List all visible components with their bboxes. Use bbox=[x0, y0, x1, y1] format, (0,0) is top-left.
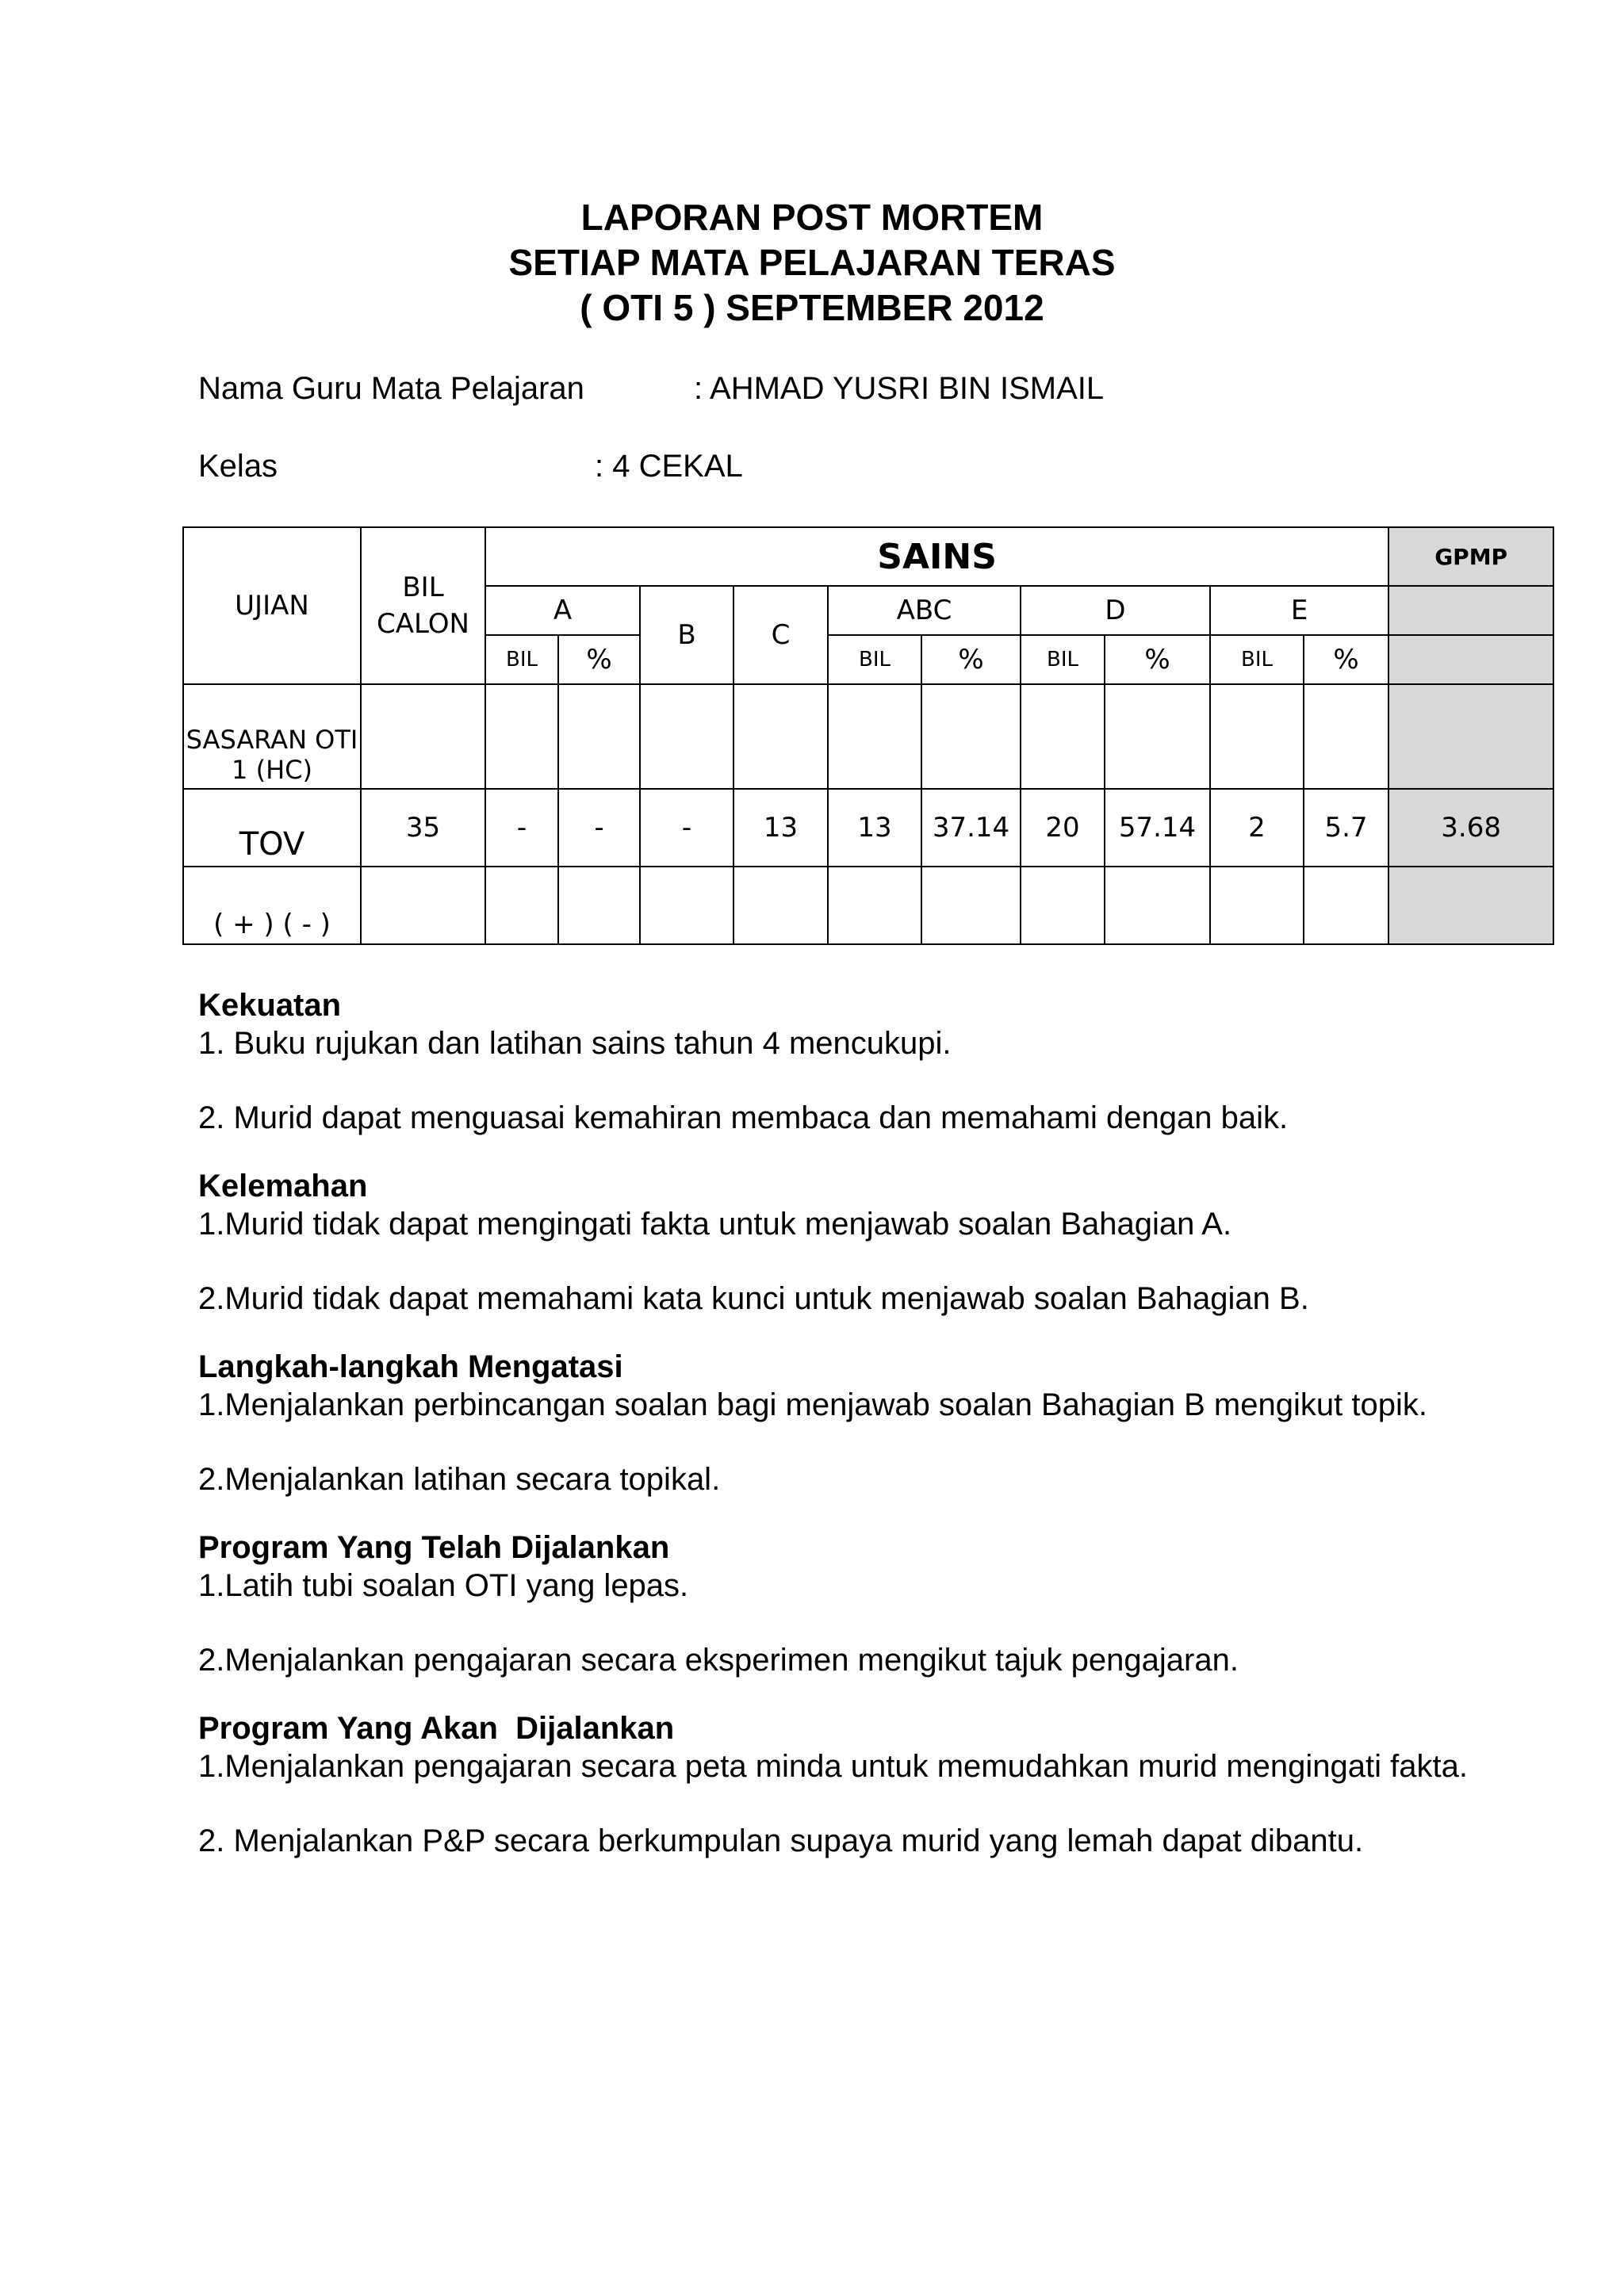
table-row-diff bbox=[183, 867, 1553, 944]
tov-d-bil: 20 bbox=[1021, 789, 1105, 867]
tov-abc-pct: 37.14 bbox=[921, 789, 1021, 867]
header-e-bil: BIL bbox=[1210, 635, 1304, 684]
cell bbox=[733, 684, 828, 789]
section-heading: Program Yang Telah Dijalankan bbox=[198, 1530, 670, 1565]
header-grade-b: B bbox=[640, 586, 733, 684]
cell-gpmp bbox=[1388, 867, 1553, 944]
cell bbox=[1210, 684, 1304, 789]
section-item: 1.Menjalankan perbincangan soalan bagi menjawab soalan Bahagian B mengikut topik. bbox=[198, 1387, 1427, 1422]
teacher-value: : AHMAD YUSRI BIN ISMAIL bbox=[694, 371, 1105, 406]
section-heading: Kelemahan bbox=[198, 1169, 368, 1203]
tov-d-pct: 57.14 bbox=[1105, 789, 1210, 867]
section-program-telah bbox=[198, 1529, 1586, 1679]
header-gpmp-blank bbox=[1388, 586, 1553, 635]
section-item: 2. Murid dapat menguasai kemahiran membaca dan memahami dengan baik. bbox=[198, 1100, 1289, 1135]
cell bbox=[1210, 867, 1304, 944]
tov-a-pct: - bbox=[558, 789, 640, 867]
header-d-bil: BIL bbox=[1021, 635, 1105, 684]
section-heading: Langkah-langkah Mengatasi bbox=[198, 1349, 623, 1384]
section-heading: Program Yang Akan Dijalankan bbox=[198, 1711, 675, 1746]
title-line-1: LAPORAN POST MORTEM bbox=[580, 197, 1044, 238]
cell bbox=[1304, 867, 1388, 944]
header-a-pct: % bbox=[558, 635, 640, 684]
cell bbox=[361, 684, 485, 789]
section-program-akan bbox=[198, 1709, 1586, 1860]
cell bbox=[1021, 867, 1105, 944]
cell bbox=[1105, 867, 1210, 944]
section-heading: Kekuatan bbox=[198, 988, 342, 1023]
table-row-sasaran bbox=[183, 684, 1553, 789]
row-label-diff: ( + ) ( - ) bbox=[183, 867, 361, 944]
header-gpmp-blank-2 bbox=[1388, 635, 1553, 684]
row-label-tov: TOV bbox=[183, 789, 361, 867]
header-e-pct: % bbox=[1304, 635, 1388, 684]
section-item: 1. Buku rujukan dan latihan sains tahun 4 mencukupi. bbox=[198, 1026, 952, 1061]
row-label-sasaran: SASARAN OTI 1 (HC) bbox=[183, 684, 361, 789]
results-table bbox=[182, 526, 1554, 945]
section-langkah bbox=[198, 1348, 1586, 1498]
class-label: Kelas bbox=[198, 449, 278, 484]
section-kekuatan bbox=[198, 986, 1586, 1137]
cell bbox=[921, 684, 1021, 789]
report-title bbox=[0, 195, 1624, 331]
tov-bil-calon: 35 bbox=[361, 789, 485, 867]
cell bbox=[1105, 684, 1210, 789]
cell bbox=[558, 684, 640, 789]
cell bbox=[1021, 684, 1105, 789]
section-item: 2.Menjalankan pengajaran secara eksperimen mengikut tajuk pengajaran. bbox=[198, 1643, 1239, 1678]
cell-gpmp bbox=[1388, 684, 1553, 789]
cell bbox=[921, 867, 1021, 944]
cell bbox=[640, 867, 733, 944]
header-a-bil: BIL bbox=[485, 635, 558, 684]
header-grade-d: D bbox=[1021, 586, 1210, 635]
header-bil-calon: BIL CALON bbox=[361, 527, 485, 684]
tov-e-pct: 5.7 bbox=[1304, 789, 1388, 867]
header-abc-pct: % bbox=[921, 635, 1021, 684]
cell bbox=[485, 684, 558, 789]
header-gpmp: GPMP bbox=[1388, 527, 1553, 586]
teacher-label: Nama Guru Mata Pelajaran bbox=[198, 371, 584, 406]
cell bbox=[828, 684, 921, 789]
section-item: 1.Menjalankan pengajaran secara peta minda untuk memudahkan murid mengingati fakta. bbox=[198, 1749, 1468, 1784]
cell bbox=[361, 867, 485, 944]
header-grade-a: A bbox=[485, 586, 640, 635]
cell bbox=[558, 867, 640, 944]
section-item: 1.Murid tidak dapat mengingati fakta untuk menjawab soalan Bahagian A. bbox=[198, 1207, 1232, 1242]
class-value: : 4 CEKAL bbox=[595, 449, 743, 484]
tov-gpmp: 3.68 bbox=[1388, 789, 1553, 867]
header-d-pct: % bbox=[1105, 635, 1210, 684]
header-ujian: UJIAN bbox=[183, 527, 361, 684]
title-line-3: ( OTI 5 ) SEPTEMBER 2012 bbox=[580, 287, 1044, 328]
header-grade-abc: ABC bbox=[828, 586, 1021, 635]
section-item: 2.Menjalankan latihan secara topikal. bbox=[198, 1462, 721, 1497]
cell bbox=[828, 867, 921, 944]
header-subject: SAINS bbox=[485, 527, 1388, 586]
tov-a-bil: - bbox=[485, 789, 558, 867]
tov-c: 13 bbox=[733, 789, 828, 867]
header-grade-e: E bbox=[1210, 586, 1388, 635]
section-item: 2.Murid tidak dapat memahami kata kunci untuk menjawab soalan Bahagian B. bbox=[198, 1281, 1309, 1316]
header-abc-bil: BIL bbox=[828, 635, 921, 684]
section-item: 2. Menjalankan P&P secara berkumpulan supaya murid yang lemah dapat dibantu. bbox=[198, 1823, 1364, 1858]
section-kelemahan bbox=[198, 1167, 1586, 1318]
header-grade-c: C bbox=[733, 586, 828, 684]
cell bbox=[640, 684, 733, 789]
section-item: 1.Latih tubi soalan OTI yang lepas. bbox=[198, 1568, 689, 1603]
tov-b: - bbox=[640, 789, 733, 867]
table-row-tov bbox=[183, 789, 1553, 867]
cell bbox=[733, 867, 828, 944]
cell bbox=[1304, 684, 1388, 789]
report-sections bbox=[198, 986, 1586, 1890]
title-line-2: SETIAP MATA PELAJARAN TERAS bbox=[508, 242, 1116, 283]
tov-abc-bil: 13 bbox=[828, 789, 921, 867]
tov-e-bil: 2 bbox=[1210, 789, 1304, 867]
cell bbox=[485, 867, 558, 944]
